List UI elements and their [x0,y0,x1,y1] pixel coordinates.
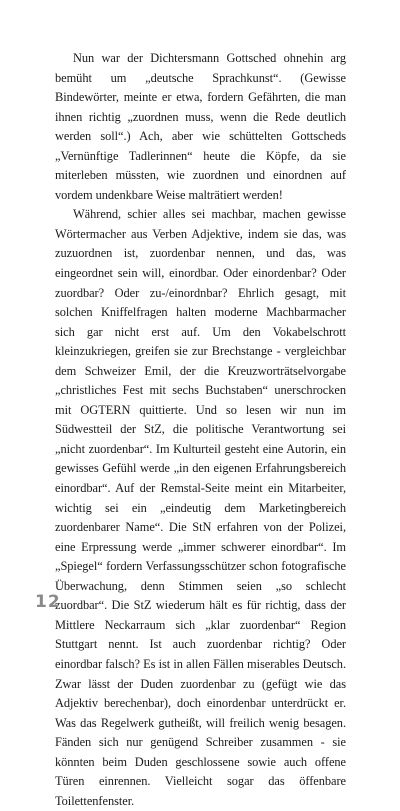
page-number: 12 [35,592,61,612]
paragraph-1: Nun war der Dichtersmann Gottsched ohnehin arg bemüht um „deutsche Sprachkunst“. (Gewisse Bindewörter, meinte er etwa, fordern Gefährten, die man ihnen richtig „zuordnen muss, wenn die Rede deutlich werden soll“.) Ach, aber wie schüttelten Gottscheds „Vernünftige Tadlerinnen“ heute die Köpfe, da sie miterleben müssten, wie zuordnen und einordnen auf vordem undenkbare Weise malträtiert werden! [55,51,346,202]
page-body [55,49,346,811]
paragraph-2: Während, schier alles sei machbar, machen gewisse Wörtermacher aus Verben Adjektive, indem sie das, was zuzuordnen ist, zuordenbar nennen, und das, was eingeordnet sein will, einordbar. Oder einordenbar? Oder zuordbar? Oder zu-/einordnbar? Ehrlich gesagt, mit solchen Kniffelfragen halten moderne Machbarmacher sich gar nicht erst auf. Um den Vokabelschrott kleinzukriegen, greifen sie zur Brechstange - vergleichbar dem Schweizer Emil, der die Kreuzworträtselvorgabe „christliches Fest mit sechs Buchstaben“ unerschrocken mit OGTERN quittierte. Und so lesen wir nun im Südwestteil der StZ, die politische Verantwortung sei „nicht zuordenbar“. Im Kulturteil gesteht eine Autorin, ein gewisses Gefühl werde „in den eigenen Erfahrungsbereich einordbar“. Auf der Remstal-Seite meint ein Mitarbeiter, wichtig sei ein „eindeutig dem Marketingbereich zuordenbarer Name“. Die StN erfahren von der Polizei, eine Erpressung werde „immer schwerer einordbar“. Im „Spiegel“ fordern Verfassungsschützer schon fotografische Überwachung, denn Stimmen seien „so schlecht zuordbar“. Die StZ wiederum hält es für richtig, dass der Mittlere Neckarraum sich „klar zuordenbar“ Region Stuttgart nennt. Ist auch zuordenbar richtig? Oder einordbar falsch? Es ist in allen Fällen miserables Deutsch. Zwar lässt der Duden zuordenbar zu (gefügt wie das Adjektiv berechenbar), doch einordenbar unterdrückt er. Was das Regelwerk gutheißt, will freilich wenig besagen. Fänden sich nur genügend Schreiber zusammen - sie könnten beim Duden geschlossene sowie auch offene Türen einrennen. Vielleicht sogar das öffenbare Toilettenfenster. [55,207,346,808]
